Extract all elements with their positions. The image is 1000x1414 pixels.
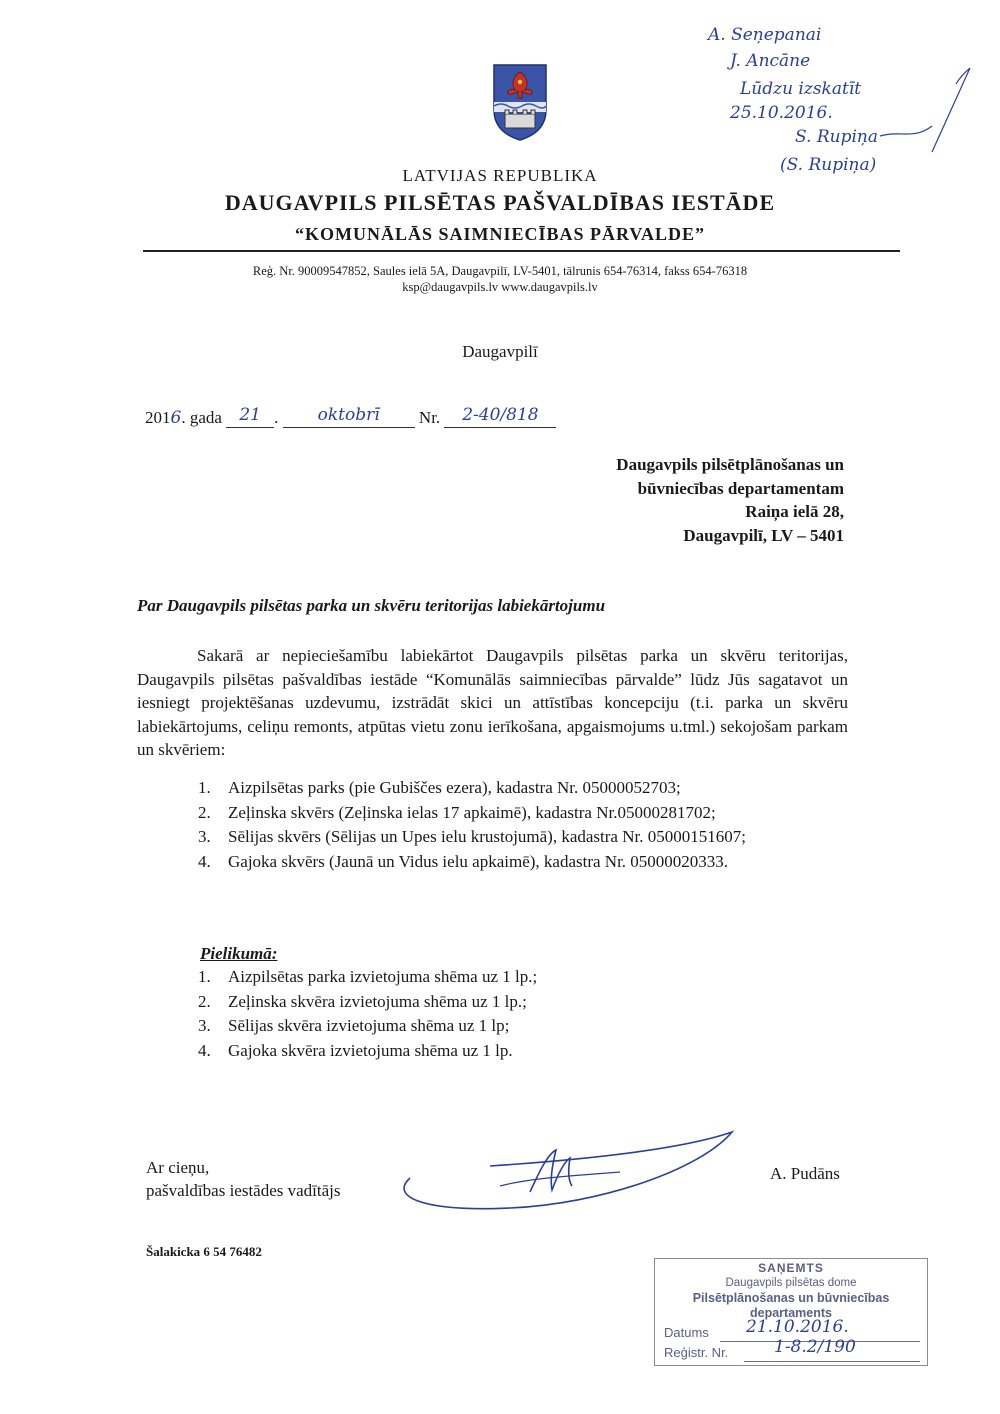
attachment-number: 1. — [198, 967, 211, 986]
attachment-text: Aizpilsētas parka izvietojuma shēma uz 1 lp.; — [228, 967, 538, 986]
attachment-item — [198, 1039, 537, 1064]
list-item — [198, 825, 746, 850]
recipient-line: būvniecības departamentam — [637, 478, 844, 498]
year-handwritten: 6 — [170, 408, 182, 428]
resolution-line: Lūdzu izskatīt — [740, 79, 862, 99]
list-number: 4. — [198, 851, 211, 871]
institution-subname: “KOMUNĀLĀS SAIMNIECĪBAS PĀRVALDE” — [294, 224, 706, 244]
year-prefix: 201 — [145, 408, 171, 427]
attachments-list — [198, 965, 537, 1063]
stamp-department-suffix: departaments — [750, 1306, 832, 1320]
list-number: 3. — [198, 827, 211, 846]
letter-number-field: 2-40/818 — [444, 405, 556, 428]
recipient-address — [616, 453, 844, 547]
header-divider — [143, 250, 900, 252]
day-field: 21 — [226, 405, 274, 428]
recipient-line: Daugavpilī, LV – 5401 — [683, 525, 844, 545]
attachment-item — [198, 965, 537, 990]
month-field: oktobrī — [283, 405, 415, 428]
recipient-line: Raiņa ielā 28, — [745, 502, 844, 521]
parks-list — [198, 776, 746, 874]
attachment-text: Sēlijas skvēra izvietojuma shēma uz 1 lp; — [228, 1016, 510, 1035]
list-text: Sēlijas skvērs (Sēlijas un Upes ielu krustojumā), kadastra Nr. 05000151607; — [228, 827, 746, 846]
stamp-reg-underline — [744, 1361, 920, 1362]
list-text: Zeļinska skvērs (Zeļinska ielas 17 apkaimē), kadastra Nr.05000281702; — [228, 802, 716, 822]
handwritten-resolution — [700, 14, 980, 184]
institution-name: DAUGAVPILS PILSĒTAS PAŠVALDĪBAS IESTĀDE — [224, 190, 776, 215]
attachment-number: 2. — [198, 991, 211, 1011]
letter-body — [137, 644, 848, 762]
stamp-title: SAŅEMTS — [758, 1261, 824, 1275]
resolution-line: 25.10.2016. — [730, 103, 833, 123]
attachment-text: Zeļinska skvēra izvietojuma shēma uz 1 lp.; — [228, 991, 527, 1011]
closing-greeting: Ar cieņu, — [146, 1158, 210, 1177]
list-item — [198, 776, 746, 801]
coat-of-arms-emblem — [491, 62, 549, 142]
attachments-heading: Pielikumā: — [200, 944, 278, 963]
gada-label: . gada — [181, 408, 222, 427]
resolution-line: S. Rupiņa — [795, 127, 878, 147]
executor-contact: Šalakicka 6 54 76482 — [146, 1244, 262, 1259]
date-and-number-line — [145, 405, 556, 428]
attachment-number: 4. — [198, 1040, 211, 1060]
stamp-council: Daugavpils pilsētas dome — [725, 1277, 857, 1289]
list-item — [198, 850, 746, 875]
resolution-line: (S. Rupiņa) — [780, 155, 877, 175]
attachment-item — [198, 1014, 537, 1039]
list-number: 2. — [198, 802, 211, 822]
resolution-line: J. Ancāne — [730, 51, 811, 71]
date-dot: . — [274, 408, 279, 427]
attachment-text: Gajoka skvēra izvietojuma shēma uz 1 lp. — [228, 1040, 513, 1060]
contact-email-web: ksp@daugavpils.lv www.daugavpils.lv — [402, 280, 598, 294]
stamp-date-label: Datums — [664, 1325, 709, 1340]
stamp-reg-value: 1-8.2/190 — [774, 1337, 856, 1357]
list-item — [198, 801, 746, 826]
attachment-number: 3. — [198, 1016, 211, 1035]
stamp-date-field — [664, 1317, 849, 1340]
contact-details: Reģ. Nr. 90009547852, Saules ielā 5A, Daugavpilī, LV-5401, tālrunis 654-76314, fakss 654-76318 — [252, 264, 748, 278]
recipient-line: Daugavpils pilsētplānošanas un — [616, 455, 844, 474]
signer-name: A. Pudāns — [770, 1164, 840, 1183]
nr-label: Nr. — [418, 408, 441, 427]
body-paragraph: Sakarā ar nepieciešamību labiekārtot Daugavpils pilsētas parka un skvēru teritorijas, Daugavpils pilsētas pašvaldības iestāde “Komunālās saimniecības pārvalde” lūdz Jūs sagatavot un iesniegt projektēšanas uzdevumu, izstrādāt skici un attīstības koncepciju (t.i. parka un skvēru labiekārtojums, celiņu remonts, atpūtas vietu zonu ierīkošana, apgaismojums u.tml.) sekojošam parkam un skvēriem: — [137, 646, 848, 759]
handwritten-signature — [380, 1120, 740, 1220]
stamp-department: Pilsētplānošanas un būvniecības — [692, 1291, 890, 1305]
letter-place: Daugavpilī — [462, 342, 538, 361]
resolution-line: A. Seņepanai — [708, 25, 822, 45]
letter-subject: Par Daugavpils pilsētas parka un skvēru teritorijas labiekārtojumu — [137, 596, 606, 615]
closing-title: pašvaldības iestādes vadītājs — [146, 1181, 341, 1200]
closing-block — [146, 1156, 341, 1202]
country-name: LATVIJAS REPUBLIKA — [402, 166, 598, 185]
list-text: Aizpilsētas parks (pie Gubiščes ezera), kadastra Nr. 05000052703; — [228, 778, 681, 797]
list-number: 1. — [198, 778, 211, 797]
received-stamp — [654, 1258, 928, 1366]
attachment-item — [198, 990, 537, 1015]
stamp-reg-field — [664, 1337, 856, 1360]
list-text: Gajoka skvērs (Jaunā un Vidus ielu apkaimē), kadastra Nr. 05000020333. — [228, 851, 729, 871]
stamp-reg-label: Reģistr. Nr. — [664, 1345, 729, 1360]
stamp-date-value: 21.10.2016. — [746, 1317, 849, 1337]
